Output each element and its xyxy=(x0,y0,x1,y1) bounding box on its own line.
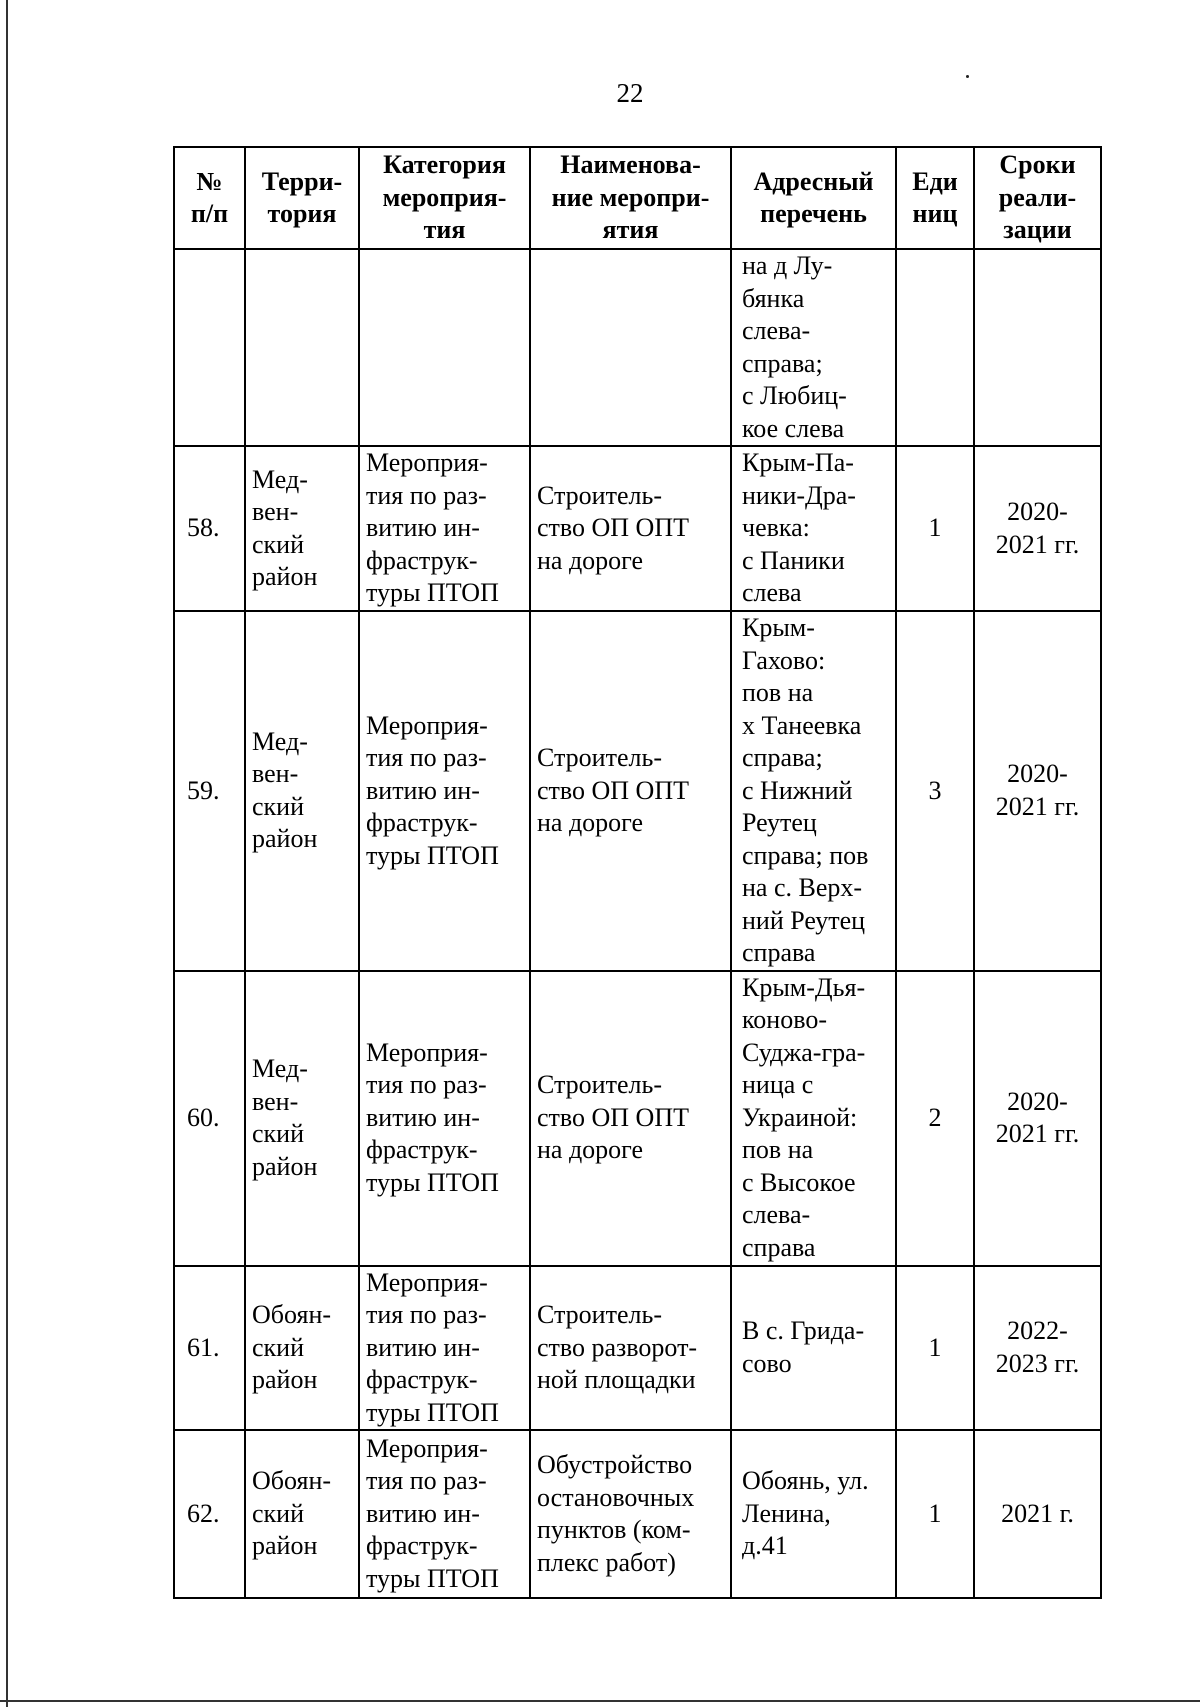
cell-number: 62. xyxy=(174,1430,245,1598)
header-term: Сроки реали- зации xyxy=(974,147,1101,249)
cell-name xyxy=(530,249,731,446)
table-row xyxy=(174,1266,1101,1431)
table-row xyxy=(174,249,1101,446)
header-territory: Терри- тория xyxy=(245,147,359,249)
cell-address: Крым-Па- ники-Дра- чевка: с Паники слева xyxy=(731,446,896,611)
cell-name: Строитель- ство ОП ОПТ на дороге xyxy=(530,446,731,611)
scan-speck xyxy=(966,75,969,78)
cell-units: 2 xyxy=(896,971,974,1266)
cell-term: 2022- 2023 гг. xyxy=(974,1266,1101,1431)
cell-term xyxy=(974,249,1101,446)
table-row xyxy=(174,611,1101,971)
cell-name: Строитель- ство ОП ОПТ на дороге xyxy=(530,971,731,1266)
scan-bottom-edge xyxy=(0,1700,1200,1702)
cell-category xyxy=(359,249,530,446)
cell-category: Мероприя- тия по раз- витию ин- фраструк- туры ПТОП xyxy=(359,611,530,971)
cell-address: Обоянь, ул. Ленина, д.41 xyxy=(731,1430,896,1598)
cell-address: В с. Грида- сово xyxy=(731,1266,896,1431)
cell-term: 2020- 2021 гг. xyxy=(974,971,1101,1266)
cell-number: 60. xyxy=(174,971,245,1266)
cell-territory xyxy=(245,249,359,446)
cell-term: 2021 г. xyxy=(974,1430,1101,1598)
cell-number: 58. xyxy=(174,446,245,611)
table-row xyxy=(174,971,1101,1266)
cell-number xyxy=(174,249,245,446)
cell-number: 61. xyxy=(174,1266,245,1431)
cell-territory: Мед- вен- ский район xyxy=(245,611,359,971)
cell-territory: Обоян- ский район xyxy=(245,1430,359,1598)
table-row xyxy=(174,446,1101,611)
header-number: № п/п xyxy=(174,147,245,249)
cell-category: Мероприя- тия по раз- витию ин- фраструк- туры ПТОП xyxy=(359,971,530,1266)
cell-territory: Мед- вен- ский район xyxy=(245,446,359,611)
cell-address: Крым-Дья- коново- Суджа-гра- ница с Украиной: пов на с Высокое слева- справа xyxy=(731,971,896,1266)
cell-units: 1 xyxy=(896,446,974,611)
header-address: Адресный перечень xyxy=(731,147,896,249)
cell-name: Обустройство остановочных пунктов (ком- плекс работ) xyxy=(530,1430,731,1598)
cell-territory: Мед- вен- ский район xyxy=(245,971,359,1266)
cell-term: 2020- 2021 гг. xyxy=(974,611,1101,971)
scan-left-edge xyxy=(6,0,8,1707)
cell-territory: Обоян- ский район xyxy=(245,1266,359,1431)
cell-category: Мероприя- тия по раз- витию ин- фраструк- туры ПТОП xyxy=(359,1430,530,1598)
cell-units xyxy=(896,249,974,446)
cell-units: 1 xyxy=(896,1266,974,1431)
table-row xyxy=(174,1430,1101,1598)
cell-address: Крым- Гахово: пов на х Танеевка справа; с Нижний Реутец справа; пов на с. Верх- ний Реутец справа xyxy=(731,611,896,971)
table-header-row xyxy=(174,147,1101,249)
cell-category: Мероприя- тия по раз- витию ин- фраструк- туры ПТОП xyxy=(359,1266,530,1431)
cell-term: 2020- 2021 гг. xyxy=(974,446,1101,611)
cell-units: 1 xyxy=(896,1430,974,1598)
cell-number: 59. xyxy=(174,611,245,971)
cell-name: Строитель- ство разворот- ной площадки xyxy=(530,1266,731,1431)
cell-address: на д Лу- бянка слева- справа; с Любиц- кое слева xyxy=(731,249,896,446)
cell-units: 3 xyxy=(896,611,974,971)
cell-category: Мероприя- тия по раз- витию ин- фраструк- туры ПТОП xyxy=(359,446,530,611)
page-number: 22 xyxy=(616,78,644,108)
header-name: Наименова- ние меропри- ятия xyxy=(530,147,731,249)
header-category: Категория мероприя- тия xyxy=(359,147,530,249)
cell-name: Строитель- ство ОП ОПТ на дороге xyxy=(530,611,731,971)
header-units: Еди ниц xyxy=(896,147,974,249)
measures-table xyxy=(173,146,1102,1599)
